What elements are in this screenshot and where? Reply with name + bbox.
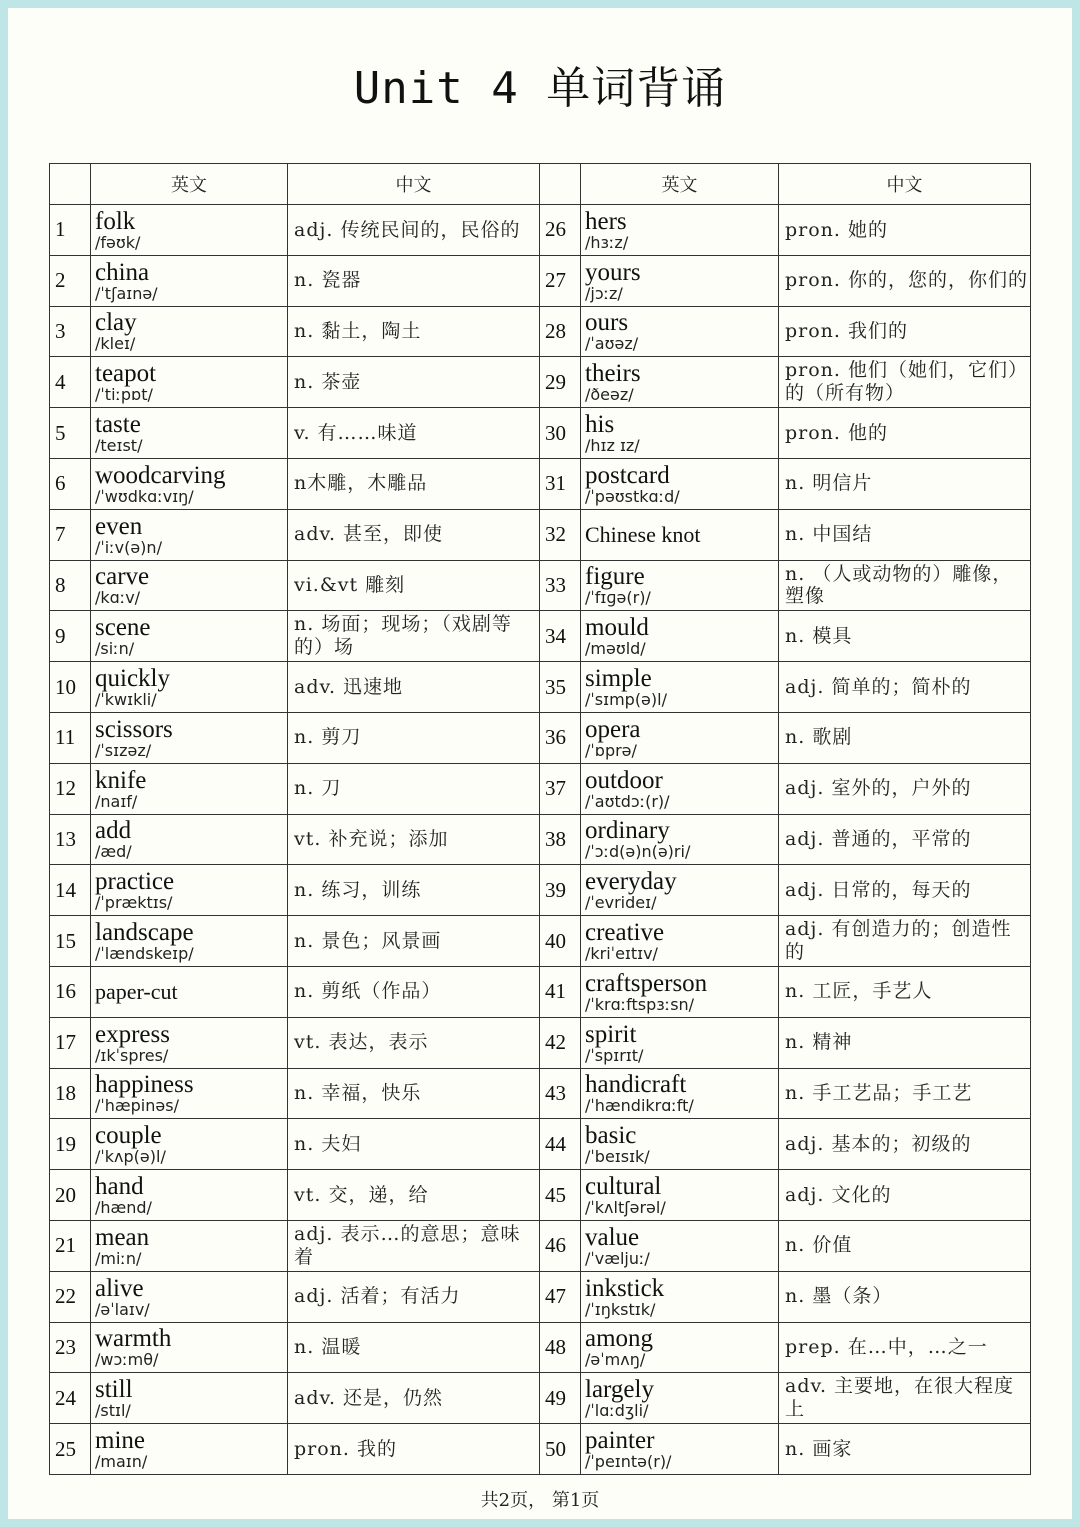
entry-english — [91, 1373, 288, 1424]
entry-english — [581, 1424, 779, 1475]
entry-chinese: pron. 她的 — [779, 205, 1031, 256]
entry-phonetic: /æd/ — [95, 842, 132, 862]
entry-word: paper-cut — [95, 978, 178, 1004]
entry-chinese: prep. 在…中，…之一 — [779, 1322, 1031, 1373]
entry-english — [581, 611, 779, 662]
entry-number: 26 — [540, 205, 581, 256]
entry-number: 19 — [50, 1119, 91, 1170]
table-row — [50, 1373, 1031, 1424]
entry-chinese: n. 黏土，陶土 — [288, 306, 540, 357]
entry-phonetic: /stɪl/ — [95, 1401, 131, 1421]
entry-english — [91, 1017, 288, 1068]
entry-english — [581, 255, 779, 306]
entry-phonetic: /teɪst/ — [95, 436, 143, 456]
entry-number: 37 — [540, 763, 581, 814]
entry-phonetic: /ˈtʃaɪnə/ — [95, 283, 158, 303]
entry-chinese: n. 画家 — [779, 1424, 1031, 1475]
entry-chinese: vi.&vt 雕刻 — [288, 560, 540, 611]
entry-number: 13 — [50, 814, 91, 865]
entry-number: 43 — [540, 1068, 581, 1119]
entry-number: 47 — [540, 1271, 581, 1322]
entry-english — [91, 205, 288, 256]
entry-english — [581, 1322, 779, 1373]
entry-number: 7 — [50, 509, 91, 560]
entry-number: 8 — [50, 560, 91, 611]
entry-number: 32 — [540, 509, 581, 560]
entry-word: outdoor — [585, 766, 663, 794]
entry-number: 27 — [540, 255, 581, 306]
entry-number: 29 — [540, 357, 581, 408]
entry-phonetic: /hænd/ — [95, 1198, 152, 1218]
entry-english — [581, 763, 779, 814]
entry-number: 1 — [50, 205, 91, 256]
header-english-left: 英文 — [91, 164, 288, 205]
entry-word: largely — [585, 1376, 654, 1404]
entry-word: folk — [95, 207, 136, 235]
entry-number: 10 — [50, 662, 91, 713]
page-footer: 共2页， 第1页 — [480, 1490, 600, 1511]
entry-phonetic: /siːn/ — [95, 639, 135, 659]
entry-word: clay — [95, 309, 137, 337]
table-body — [50, 205, 1031, 1475]
table-row — [50, 1271, 1031, 1322]
entry-phonetic: /ˈaʊəz/ — [585, 334, 639, 354]
entry-english — [91, 408, 288, 459]
entry-word: inkstick — [585, 1274, 665, 1302]
entry-phonetic: /ˈpræktɪs/ — [95, 893, 173, 913]
entry-chinese: adj. 日常的，每天的 — [779, 865, 1031, 916]
entry-chinese: adv. 迅速地 — [288, 662, 540, 713]
entry-number: 21 — [50, 1220, 91, 1271]
entry-phonetic: /ˈevrideɪ/ — [585, 893, 657, 913]
entry-english — [581, 1170, 779, 1221]
entry-number: 20 — [50, 1170, 91, 1221]
entry-english — [91, 865, 288, 916]
entry-english — [581, 712, 779, 763]
entry-word: happiness — [95, 1071, 194, 1099]
entry-word: spirit — [585, 1020, 637, 1048]
entry-word: his — [585, 411, 615, 439]
table-row — [50, 662, 1031, 713]
entry-word: teapot — [95, 360, 157, 388]
entry-english — [581, 509, 779, 560]
entry-chinese: n. 明信片 — [779, 458, 1031, 509]
entry-word: theirs — [585, 360, 641, 388]
entry-phonetic: /ˈlændskeɪp/ — [95, 944, 194, 964]
entry-phonetic: /kriˈeɪtɪv/ — [585, 944, 658, 964]
entry-chinese: adv. 主要地，在很大程度上 — [779, 1373, 1031, 1424]
entry-word: knife — [95, 766, 147, 794]
table-row — [50, 916, 1031, 967]
entry-number: 3 — [50, 306, 91, 357]
table-row — [50, 712, 1031, 763]
entry-english — [581, 1017, 779, 1068]
entry-number: 48 — [540, 1322, 581, 1373]
entry-phonetic: /wɔːmθ/ — [95, 1350, 159, 1370]
entry-chinese: n. 墨（条） — [779, 1271, 1031, 1322]
entry-number: 42 — [540, 1017, 581, 1068]
entry-english — [91, 1271, 288, 1322]
entry-phonetic: /hɪz ɪz/ — [585, 436, 640, 456]
entry-english — [91, 357, 288, 408]
entry-number: 2 — [50, 255, 91, 306]
entry-number: 39 — [540, 865, 581, 916]
table-row — [50, 865, 1031, 916]
entry-chinese: n. 景色；风景画 — [288, 916, 540, 967]
entry-number: 23 — [50, 1322, 91, 1373]
header-english-right: 英文 — [581, 164, 779, 205]
table-row — [50, 1170, 1031, 1221]
page-title: Unit 4 单词背诵 — [353, 63, 727, 114]
entry-number: 40 — [540, 916, 581, 967]
entry-phonetic: /ˈkrɑːftspɜːsn/ — [585, 994, 695, 1014]
table-row — [50, 306, 1031, 357]
header-number-left — [50, 164, 91, 205]
entry-word: handicraft — [585, 1071, 687, 1099]
entry-english — [581, 662, 779, 713]
entry-number: 45 — [540, 1170, 581, 1221]
entry-english — [91, 509, 288, 560]
entry-chinese: n. 歌剧 — [779, 712, 1031, 763]
entry-english — [581, 865, 779, 916]
entry-number: 16 — [50, 966, 91, 1017]
entry-number: 38 — [540, 814, 581, 865]
entry-word: warmth — [95, 1325, 172, 1353]
entry-number: 22 — [50, 1271, 91, 1322]
entry-chinese: n. 温暖 — [288, 1322, 540, 1373]
entry-english — [581, 814, 779, 865]
table-row — [50, 458, 1031, 509]
entry-chinese: n. 练习，训练 — [288, 865, 540, 916]
entry-english — [581, 1373, 779, 1424]
entry-english — [581, 408, 779, 459]
entry-word: Chinese knot — [585, 521, 701, 547]
entry-number: 31 — [540, 458, 581, 509]
entry-chinese: n. 夫妇 — [288, 1119, 540, 1170]
entry-chinese: n木雕，木雕品 — [288, 458, 540, 509]
entry-chinese: n. 价值 — [779, 1220, 1031, 1271]
entry-phonetic: /ˈpeɪntə(r)/ — [585, 1452, 672, 1472]
table-row — [50, 763, 1031, 814]
entry-number: 46 — [540, 1220, 581, 1271]
entry-english — [581, 205, 779, 256]
entry-word: scene — [95, 614, 151, 642]
table-row — [50, 1119, 1031, 1170]
entry-number: 6 — [50, 458, 91, 509]
entry-phonetic: /ˈkʌltʃərəl/ — [585, 1198, 666, 1218]
entry-chinese: n. 幸福，快乐 — [288, 1068, 540, 1119]
entry-word: creative — [585, 919, 665, 947]
entry-english — [91, 1322, 288, 1373]
entry-word: opera — [585, 715, 641, 743]
entry-chinese: vt. 交，递，给 — [288, 1170, 540, 1221]
entry-phonetic: /ˈspɪrɪt/ — [585, 1045, 644, 1065]
entry-chinese: n. 剪刀 — [288, 712, 540, 763]
entry-chinese: n. （人或动物的）雕像，塑像 — [779, 560, 1031, 611]
entry-english — [91, 1220, 288, 1271]
entry-word: craftsperson — [585, 969, 708, 997]
entry-english — [91, 560, 288, 611]
entry-word: everyday — [585, 868, 677, 896]
entry-phonetic: /ˈaʊtdɔː(r)/ — [585, 791, 670, 811]
table-row — [50, 814, 1031, 865]
entry-chinese: n. 刀 — [288, 763, 540, 814]
entry-english — [581, 306, 779, 357]
entry-chinese: n. 模具 — [779, 611, 1031, 662]
table-row — [50, 1068, 1031, 1119]
entry-phonetic: /ˈwʊdkɑːvɪŋ/ — [95, 486, 194, 506]
entry-chinese: n. 剪纸（作品） — [288, 966, 540, 1017]
entry-chinese: n. 中国结 — [779, 509, 1031, 560]
entry-word: scissors — [95, 715, 173, 743]
entry-english — [91, 763, 288, 814]
entry-chinese: n. 场面；现场；（戏剧等的）场 — [288, 611, 540, 662]
entry-english — [91, 611, 288, 662]
entry-chinese: pron. 我的 — [288, 1424, 540, 1475]
entry-chinese: adj. 室外的，户外的 — [779, 763, 1031, 814]
table-row — [50, 560, 1031, 611]
vocabulary-table — [49, 163, 1031, 1475]
entry-number: 28 — [540, 306, 581, 357]
entry-english — [581, 357, 779, 408]
table-row — [50, 966, 1031, 1017]
entry-word: couple — [95, 1122, 162, 1150]
entry-chinese: n. 手工艺品；手工艺 — [779, 1068, 1031, 1119]
entry-chinese: adv. 还是，仍然 — [288, 1373, 540, 1424]
entry-word: ours — [585, 309, 629, 337]
entry-phonetic: /ˈiːv(ə)n/ — [95, 537, 162, 557]
entry-phonetic: /ˈsɪzəz/ — [95, 740, 152, 760]
entry-english — [581, 916, 779, 967]
entry-word: landscape — [95, 919, 194, 947]
table-row — [50, 357, 1031, 408]
entry-word: even — [95, 512, 143, 540]
entry-word: taste — [95, 411, 141, 439]
entry-number: 12 — [50, 763, 91, 814]
entry-phonetic: /hɜːz/ — [585, 232, 629, 252]
entry-english — [91, 255, 288, 306]
entry-number: 35 — [540, 662, 581, 713]
entry-word: alive — [95, 1274, 144, 1302]
entry-chinese: pron. 我们的 — [779, 306, 1031, 357]
entry-phonetic: /ˈpəʊstkɑːd/ — [585, 486, 680, 506]
entry-chinese: adj. 活着；有活力 — [288, 1271, 540, 1322]
entry-english — [91, 306, 288, 357]
entry-english — [91, 1119, 288, 1170]
entry-number: 44 — [540, 1119, 581, 1170]
entry-word: basic — [585, 1122, 637, 1150]
entry-english — [91, 1170, 288, 1221]
entry-chinese: v. 有……味道 — [288, 408, 540, 459]
entry-phonetic: /ˈɪŋkstɪk/ — [585, 1299, 656, 1319]
entry-phonetic: /ˈvæljuː/ — [585, 1248, 650, 1268]
entry-phonetic: /ˈlɑːdʒli/ — [585, 1401, 649, 1421]
entry-word: value — [585, 1223, 640, 1251]
entry-number: 49 — [540, 1373, 581, 1424]
entry-english — [581, 1119, 779, 1170]
entry-number: 17 — [50, 1017, 91, 1068]
entry-phonetic: /kɑːv/ — [95, 588, 141, 608]
table-row — [50, 255, 1031, 306]
entry-english — [581, 560, 779, 611]
entry-chinese: pron. 他的 — [779, 408, 1031, 459]
entry-phonetic: /ˈfɪɡə(r)/ — [585, 588, 651, 608]
entry-word: simple — [585, 665, 652, 693]
entry-english — [91, 814, 288, 865]
entry-chinese: n. 工匠，手艺人 — [779, 966, 1031, 1017]
entry-number: 15 — [50, 916, 91, 967]
entry-chinese: adv. 甚至，即使 — [288, 509, 540, 560]
entry-chinese: n. 瓷器 — [288, 255, 540, 306]
entry-phonetic: /ˈhæpinəs/ — [95, 1096, 179, 1116]
entry-english — [91, 458, 288, 509]
entry-chinese: vt. 表达，表示 — [288, 1017, 540, 1068]
entry-chinese: adj. 基本的；初级的 — [779, 1119, 1031, 1170]
entry-english — [581, 966, 779, 1017]
entry-number: 41 — [540, 966, 581, 1017]
entry-number: 25 — [50, 1424, 91, 1475]
entry-chinese: adj. 表示…的意思；意味着 — [288, 1220, 540, 1271]
entry-phonetic: /ˈkʌp(ə)l/ — [95, 1147, 166, 1167]
entry-word: mine — [95, 1427, 145, 1455]
entry-word: hers — [585, 207, 627, 235]
entry-phonetic: /maɪn/ — [95, 1452, 148, 1472]
entry-phonetic: /məʊld/ — [585, 639, 646, 659]
entry-chinese: pron. 你的，您的，你们的 — [779, 255, 1031, 306]
table-row — [50, 205, 1031, 256]
entry-word: cultural — [585, 1173, 662, 1201]
header-number-right — [540, 164, 581, 205]
entry-chinese: vt. 补充说；添加 — [288, 814, 540, 865]
entry-english — [91, 966, 288, 1017]
entry-phonetic: /ˈsɪmp(ə)l/ — [585, 690, 667, 710]
table-row — [50, 1220, 1031, 1271]
table-row — [50, 408, 1031, 459]
entry-chinese: adj. 文化的 — [779, 1170, 1031, 1221]
entry-number: 24 — [50, 1373, 91, 1424]
table-header-row — [50, 164, 1031, 205]
entry-english — [581, 1220, 779, 1271]
entry-word: add — [95, 817, 132, 845]
entry-word: carve — [95, 563, 150, 591]
entry-word: quickly — [95, 665, 170, 693]
entry-english — [581, 1271, 779, 1322]
entry-chinese: adj. 普通的，平常的 — [779, 814, 1031, 865]
entry-word: china — [95, 258, 150, 286]
table-row — [50, 1322, 1031, 1373]
entry-word: painter — [585, 1427, 655, 1455]
entry-chinese: n. 茶壶 — [288, 357, 540, 408]
entry-number: 14 — [50, 865, 91, 916]
table-row — [50, 1424, 1031, 1475]
entry-english — [91, 1424, 288, 1475]
entry-word: figure — [585, 563, 645, 591]
entry-number: 33 — [540, 560, 581, 611]
entry-word: woodcarving — [95, 461, 226, 489]
entry-number: 5 — [50, 408, 91, 459]
entry-english — [581, 458, 779, 509]
entry-number: 50 — [540, 1424, 581, 1475]
entry-phonetic: /naɪf/ — [95, 791, 138, 811]
entry-word: mean — [95, 1223, 150, 1251]
entry-word: practice — [95, 868, 175, 896]
entry-word: yours — [585, 258, 641, 286]
entry-phonetic: /ðeəz/ — [585, 385, 634, 405]
entry-chinese: pron. 他们（她们，它们）的（所有物） — [779, 357, 1031, 408]
entry-chinese: adj. 传统民间的，民俗的 — [288, 205, 540, 256]
document-page — [8, 8, 1072, 1519]
entry-number: 30 — [540, 408, 581, 459]
entry-phonetic: /ˈɒprə/ — [585, 740, 637, 760]
entry-phonetic: /jɔːz/ — [585, 283, 623, 303]
entry-phonetic: /ˈɔːd(ə)n(ə)ri/ — [585, 842, 691, 862]
table-row — [50, 1017, 1031, 1068]
entry-english — [91, 1068, 288, 1119]
entry-phonetic: /fəʊk/ — [95, 232, 141, 252]
entry-english — [91, 712, 288, 763]
entry-word: hand — [95, 1173, 144, 1201]
entry-phonetic: /kleɪ/ — [95, 334, 136, 354]
table-row — [50, 509, 1031, 560]
entry-phonetic: /əˈlaɪv/ — [95, 1299, 150, 1319]
entry-phonetic: /ˈhændikrɑːft/ — [585, 1096, 694, 1116]
entry-chinese: adj. 有创造力的；创造性的 — [779, 916, 1031, 967]
entry-word: among — [585, 1325, 654, 1353]
entry-phonetic: /ɪkˈspres/ — [95, 1045, 169, 1065]
entry-word: postcard — [585, 461, 670, 489]
entry-number: 36 — [540, 712, 581, 763]
entry-english — [581, 1068, 779, 1119]
entry-word: mould — [585, 614, 649, 642]
entry-word: ordinary — [585, 817, 670, 845]
entry-chinese: n. 精神 — [779, 1017, 1031, 1068]
entry-phonetic: /ˈbeɪsɪk/ — [585, 1147, 650, 1167]
entry-phonetic: /ˈkwɪkli/ — [95, 690, 157, 710]
entry-phonetic: /miːn/ — [95, 1248, 142, 1268]
entry-number: 11 — [50, 712, 91, 763]
header-chinese-left: 中文 — [288, 164, 540, 205]
entry-phonetic: /əˈmʌŋ/ — [585, 1350, 646, 1370]
entry-chinese: adj. 简单的；简朴的 — [779, 662, 1031, 713]
entry-number: 34 — [540, 611, 581, 662]
entry-english — [91, 916, 288, 967]
entry-number: 18 — [50, 1068, 91, 1119]
entry-number: 4 — [50, 357, 91, 408]
entry-number: 9 — [50, 611, 91, 662]
table-row — [50, 611, 1031, 662]
entry-word: still — [95, 1376, 133, 1404]
entry-english — [91, 662, 288, 713]
header-chinese-right: 中文 — [779, 164, 1031, 205]
entry-phonetic: /ˈtiːpɒt/ — [95, 385, 153, 405]
entry-word: express — [95, 1020, 170, 1048]
